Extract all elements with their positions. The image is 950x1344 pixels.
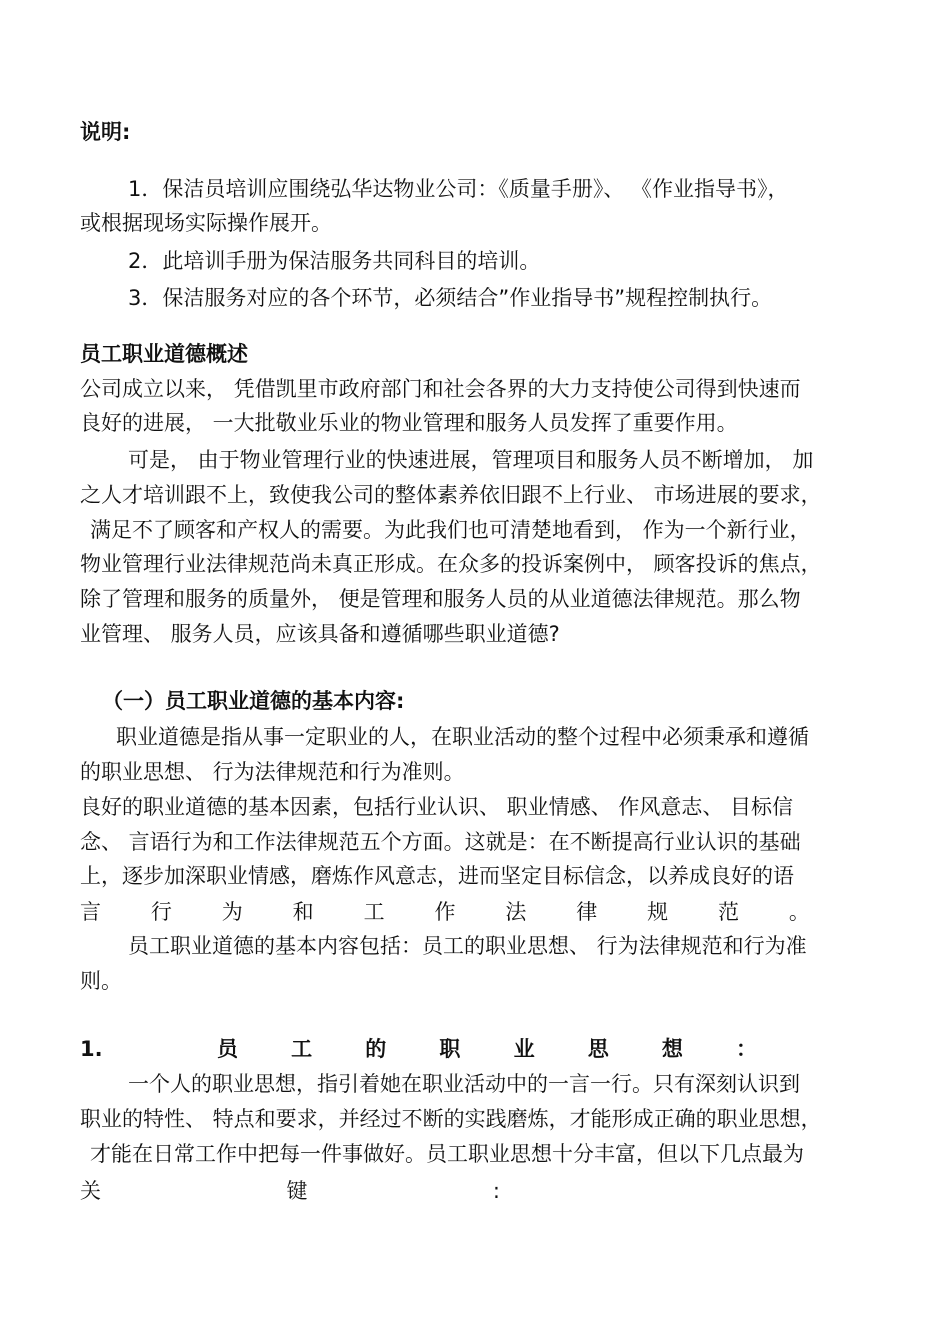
overview-line-8: 业管理、 服务人员，应该具备和遵循哪些职业道德? (80, 622, 560, 646)
justified-char: 言 (80, 900, 101, 924)
justified-char: 作 (434, 900, 456, 924)
overview-line-2: 良好的进展， 一大批敬业乐业的物业管理和服务人员发挥了重要作用。 (80, 411, 738, 435)
section1-heading (80, 1033, 885, 1065)
justified-char: 法 (505, 900, 527, 924)
section1-line-1: 一个人的职业思想，指引着她在职业活动中的一言一行。只有深刻认识到 (128, 1072, 800, 1096)
section1-char: 员 (217, 1037, 238, 1061)
justified-char: 工 (363, 900, 385, 924)
overview-title: 员工职业道德概述 (80, 342, 248, 366)
overview-line-7: 除了管理和服务的质量外， 便是管理和服务人员的从业道德法律规范。那么物 (80, 587, 801, 611)
intro-item-1: 1．保洁员培训应围绕弘华达物业公司：《质量手册》、 《作业指导书》， (128, 177, 789, 201)
intro-title: 说明: (80, 120, 131, 144)
section1-char: 职 (439, 1037, 461, 1061)
section1-line-4-spread (80, 1175, 885, 1207)
basic-tail-line-1: 员工职业道德的基本内容包括：员工的职业思想、 行为法律规范和行为准 (128, 934, 807, 958)
overview-line-3: 可是， 由于物业管理行业的快速进展，管理项目和服务人员不断增加， 加 (128, 448, 814, 472)
section1-char: 的 (365, 1037, 387, 1061)
justified-char: 和 (292, 900, 314, 924)
spread-char: : (492, 1179, 500, 1203)
justified-char: 范 (718, 900, 740, 924)
basic-tail-line-2: 则。 (80, 969, 122, 993)
section1-char: 想 (661, 1037, 683, 1061)
subsection-title: （一）员工职业道德的基本内容: (102, 689, 405, 713)
section1-char: 业 (513, 1037, 535, 1061)
spread-text-row (80, 1175, 500, 1207)
intro-item-3: 3．保洁服务对应的各个环节，必须结合”作业指导书”规程控制执行。 (128, 286, 773, 310)
justified-char: 为 (221, 900, 243, 924)
intro-item-1-continuation: 或根据现场实际操作展开。 (80, 211, 332, 235)
intro-item-2: 2．此培训手册为保洁服务共同科目的培训。 (128, 249, 541, 273)
section1-line-2: 职业的特性、 特点和要求，并经过不断的实践磨炼，才能形成正确的职业思想， (80, 1107, 822, 1131)
basic-line-1: 职业道德是指从事一定职业的人，在职业活动的整个过程中必须秉承和遵循 (116, 725, 809, 749)
justified-char: 行 (150, 900, 172, 924)
spread-char: 关 (80, 1179, 101, 1203)
basic-line-6-justified (80, 896, 885, 928)
basic-line-4: 念、 言语行为和工作法律规范五个方面。这就是：在不断提高行业认识的基础 (80, 830, 801, 854)
section1-char: 工 (291, 1037, 313, 1061)
basic-line-2: 的职业思想、 行为法律规范和行为准则。 (80, 760, 465, 784)
overview-line-4: 之人才培训跟不上，致使我公司的整体素养依旧跟不上行业、 市场进展的要求， (80, 483, 822, 507)
section1-char: 思 (587, 1037, 609, 1061)
overview-line-5: 满足不了顾客和产权人的需要。为此我们也可清楚地看到， 作为一个新行业， (90, 518, 811, 542)
justified-char: 。 (788, 900, 810, 924)
overview-line-6: 物业管理行业法律规范尚未真正形成。在众多的投诉案例中， 顾客投诉的焦点， (80, 552, 822, 576)
spread-char: 键 (286, 1179, 308, 1203)
justified-text-row (80, 896, 810, 928)
section1-char: ： (735, 1037, 757, 1061)
justified-char: 律 (576, 900, 598, 924)
section1-line-3: 才能在日常工作中把每一件事做好。员工职业思想十分丰富，但以下几点最为 (90, 1142, 804, 1166)
section1-number: 1. (80, 1037, 103, 1061)
overview-line-1: 公司成立以来， 凭借凯里市政府部门和社会各界的大力支持使公司得到快速而 (80, 377, 801, 401)
section1-title (217, 1033, 757, 1065)
justified-char: 规 (647, 900, 669, 924)
basic-line-3: 良好的职业道德的基本因素，包括行业认识、 职业情感、 作风意志、 目标信 (80, 795, 794, 819)
basic-line-5: 上，逐步加深职业情感，磨炼作风意志，进而坚定目标信念，以养成良好的语 (80, 864, 794, 888)
